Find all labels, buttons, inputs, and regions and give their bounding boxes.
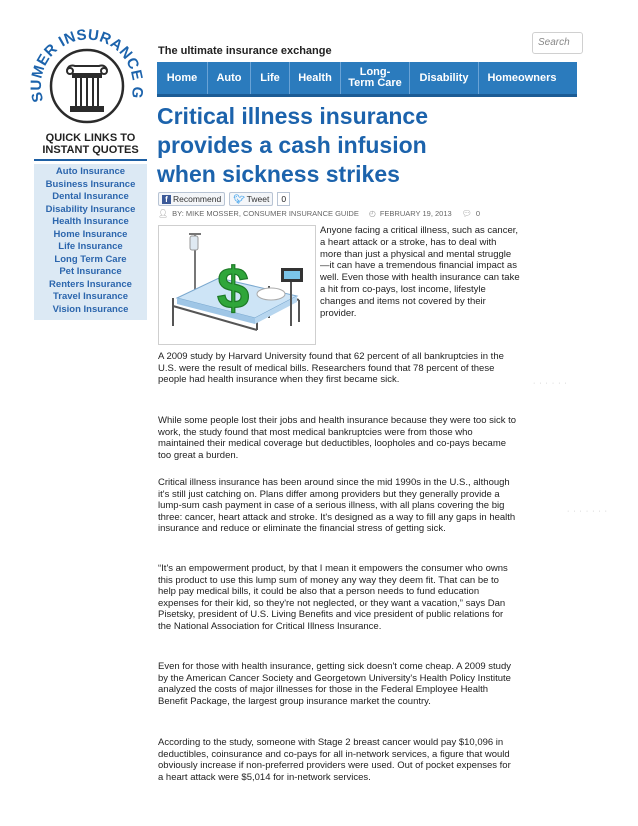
logo-ring-text: SUMER INSURANCE G xyxy=(27,26,147,104)
comments-count[interactable]: 0 xyxy=(475,209,481,218)
article-paragraph: “It's an empowerment product, by that I mean it empowers the consumer who owns this product to use this lump sum of money any way they deem fit. That can be to help pay medical bills, it could be also that a person needs to fund education expenses for their kid, so they're not neglected, or they want a vacation,” says Dan Pisetsky, president of U.S. Living Benefits and vice president of public relations for the National Association for Critical Illness Insurance. xyxy=(158,563,508,632)
byline-author: BY: MIKE MOSSER, CONSUMER INSURANCE GUIDE xyxy=(172,209,359,218)
quick-link-disability[interactable]: Disability Insurance xyxy=(45,203,136,215)
svg-text:$: $ xyxy=(217,256,250,321)
article-paragraph: A 2009 study by Harvard University found that 62 percent of all bankruptcies in the U.S. were the result of medical bills. Researchers found that 78 percent of these people had health insurance when they first became sick. xyxy=(158,351,504,386)
clock-icon: ◴ xyxy=(368,209,376,218)
article-paragraph: Even for those with health insurance, getting sick doesn't come cheap. A 2009 study by the American Cancer Society and Georgetown University's Health Policy Institute analyzed the costs of major illnesses for those in the Federal Employee Health Benefit Package, the largest group insurance market the country. xyxy=(158,661,512,707)
quick-links-panel xyxy=(34,130,147,320)
social-buttons xyxy=(158,192,290,206)
tweet-label: Tweet xyxy=(246,194,270,204)
quick-link-long-term-care[interactable]: Long Term Care xyxy=(54,253,127,265)
nav-long-term-care[interactable]: Long-Term Care xyxy=(341,62,410,94)
decorative-divider: · · · · · · xyxy=(533,380,568,387)
quick-link-business[interactable]: Business Insurance xyxy=(45,178,136,190)
logo-emblem xyxy=(22,14,152,144)
article-illustration xyxy=(158,225,316,345)
author-icon: 👤︎ xyxy=(158,209,169,218)
quick-link-health[interactable]: Health Insurance xyxy=(52,216,129,227)
site-logo[interactable] xyxy=(22,14,152,144)
article-paragraph: According to the study, someone with Stage 2 breast cancer would pay $10,096 in deductibles, coinsurance and co-pays for all in-network services, a figure that would obviously increase if non-preferred providers were used. Out of pocket expenses for a heart attack were $5,014 for in-network services. xyxy=(158,737,511,783)
quick-link-home[interactable]: Home Insurance xyxy=(53,228,128,240)
main-nav xyxy=(157,62,577,97)
site-tagline: The ultimate insurance exchange xyxy=(158,45,332,57)
article-byline xyxy=(158,209,480,218)
hospital-bed-dollar-image xyxy=(159,226,315,344)
quick-links-title: QUICK LINKS TO INSTANT QUOTES xyxy=(34,130,147,161)
quick-link-auto[interactable]: Auto Insurance xyxy=(55,166,126,177)
tweet-count: 0 xyxy=(277,192,290,206)
article-paragraph: While some people lost their jobs and health insurance because they were too sick to work, the study found that most medical bankruptcies were from those who maintained their medical coverage but deductibles, loopholes and co-pays became too great a burden. xyxy=(158,415,517,461)
quick-links-list xyxy=(34,164,147,320)
quick-link-dental[interactable]: Dental Insurance xyxy=(52,191,129,202)
quick-link-travel[interactable]: Travel Insurance xyxy=(53,291,128,302)
search-input[interactable]: Search xyxy=(532,32,583,54)
svg-text:CONSUMER INSURANCE GUIDE xyxy=(22,14,146,104)
tweet-button[interactable] xyxy=(229,192,273,206)
article-paragraph: Critical illness insurance has been around since the mid 1990s in the U.S., although it's still just catching on. Plans differ among providers but they generally provide a lump-sum cash payment in case of a serious illness, with all plans covering the big three: cancer, heart attack and stroke. It's designed as a way to fill any gaps in health insurance and reduce or eliminate the financial stress of getting sick. xyxy=(158,477,516,535)
ionic-column-icon xyxy=(67,66,107,112)
nav-homeowners[interactable]: Homeowners xyxy=(487,71,557,84)
byline-date: FEBRUARY 19, 2013 xyxy=(379,209,452,218)
nav-life[interactable]: Life xyxy=(251,62,290,94)
nav-health[interactable]: Health xyxy=(290,62,341,94)
recommend-label: Recommend xyxy=(173,194,222,204)
nav-auto[interactable]: Auto xyxy=(208,62,251,94)
article-title: Critical illness insurance provides a cash infusion when sickness strikes xyxy=(157,103,429,187)
quick-link-pet[interactable]: Pet Insurance xyxy=(59,266,122,277)
nav-disability[interactable]: Disability xyxy=(410,62,479,94)
quick-link-life[interactable]: Life Insurance xyxy=(58,241,123,252)
nav-home[interactable]: Home xyxy=(157,62,208,94)
quick-link-renters[interactable]: Renters Insurance xyxy=(49,278,132,290)
facebook-icon: f xyxy=(162,195,171,204)
decorative-divider: · · · · · · · xyxy=(567,508,608,515)
article-intro: Anyone facing a critical illness, such as cancer, a heart attack or a stroke, has to deal with more than just a physical and mental struggle—it can have a tremendous financial impact as well. Even those with health insurance can take a hit from co-pays, lost income, lifestyle changes and items not covered by their provider. xyxy=(320,225,520,319)
quick-link-vision[interactable]: Vision Insurance xyxy=(52,303,129,315)
twitter-icon: 🐦︎ xyxy=(233,194,245,204)
comments-icon: 💬︎ xyxy=(461,209,472,218)
facebook-recommend-button[interactable] xyxy=(158,192,225,206)
